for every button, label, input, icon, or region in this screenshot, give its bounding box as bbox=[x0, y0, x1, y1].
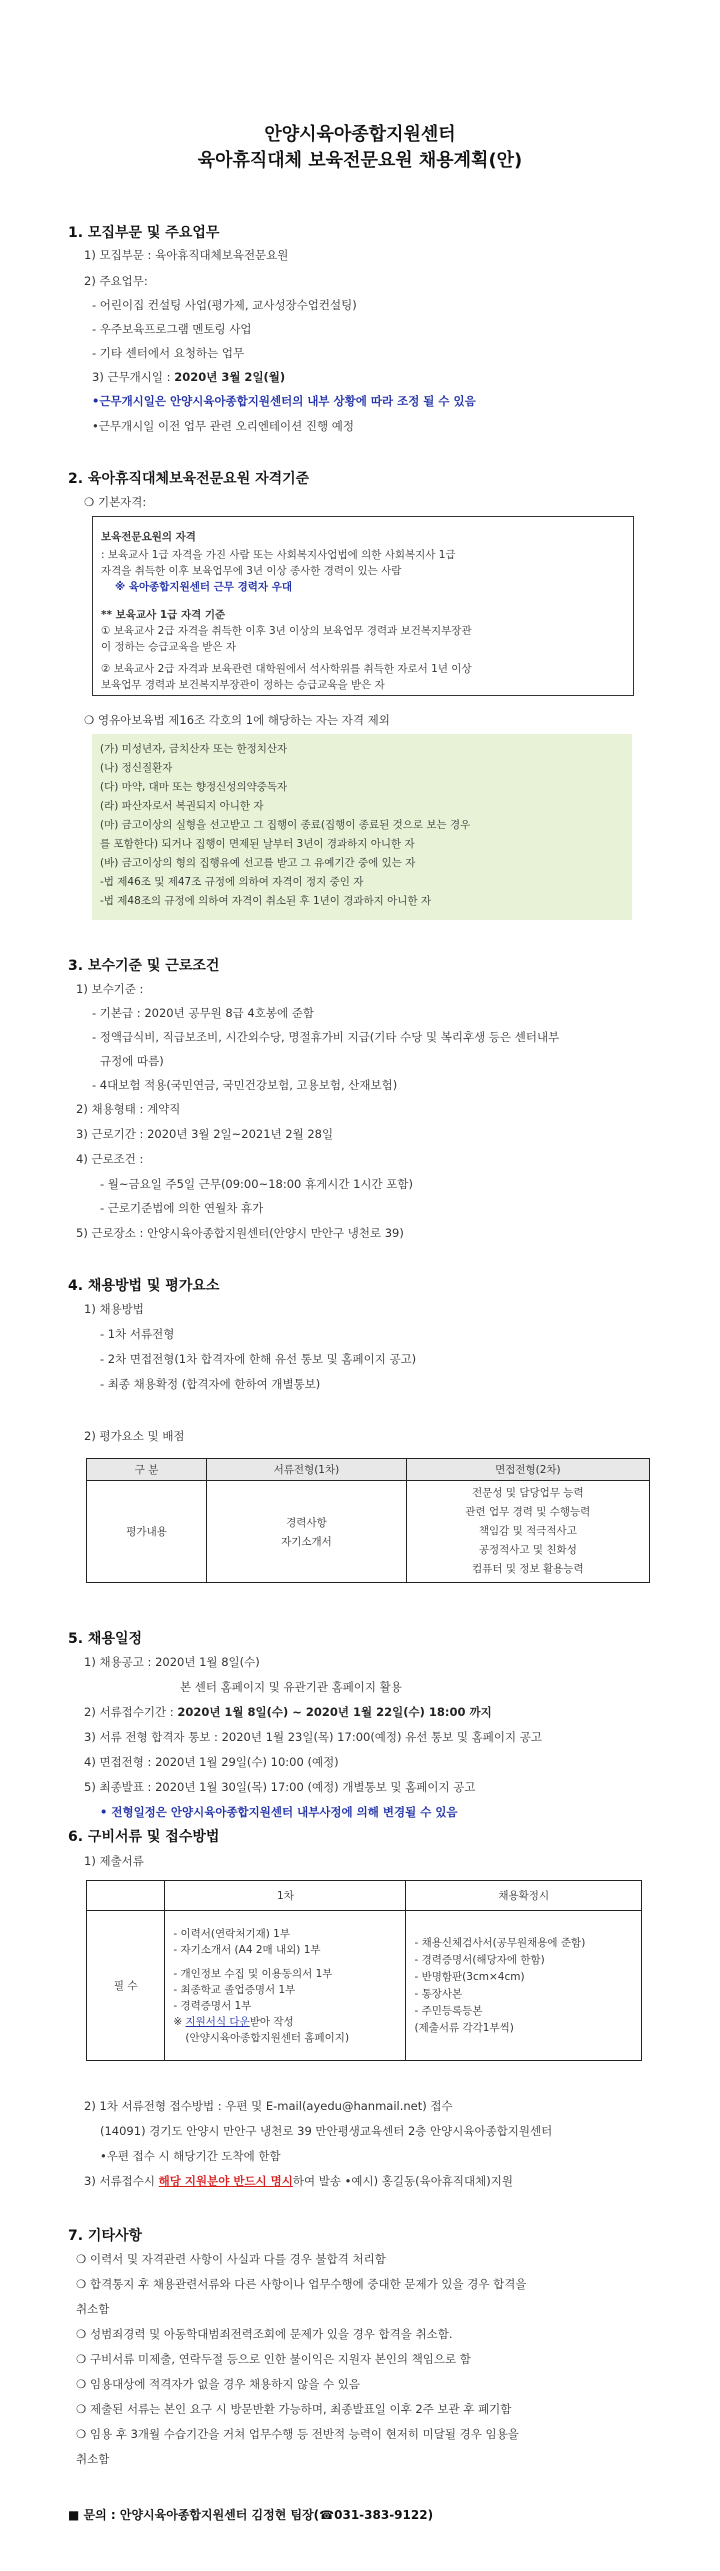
exclusion-list bbox=[92, 734, 632, 920]
s3-line: - 기본급 : 2020년 공무원 8급 4호봉에 준함 bbox=[92, 1006, 314, 1020]
s1-line: - 우주보육프로그램 멘토링 사업 bbox=[92, 322, 252, 336]
section-3-heading: 3. 보수기준 및 근로조건 bbox=[68, 958, 220, 974]
s1-line: 1) 모집부문 : 육아휴직대체보육전문요원 bbox=[84, 248, 289, 262]
table-cell-line: - 경력증명서 1부 bbox=[173, 1999, 252, 2012]
section-5-heading: 5. 채용일정 bbox=[68, 1631, 143, 1647]
s1-start-date: 3) 근무개시일 : 2020년 3월 2일(월) bbox=[92, 370, 286, 384]
table-cell-line: - 주민등록등본 bbox=[414, 2004, 483, 2017]
form-download-link[interactable]: 지원서식 다운 bbox=[185, 2015, 250, 2028]
form-download-note: ※ 지원서식 다운받아 작성 bbox=[173, 2015, 294, 2028]
table-row-label: 평가내용 bbox=[87, 1481, 207, 1583]
table-cell-line: - 자기소개서 (A4 2매 내외) 1부 bbox=[173, 1943, 321, 1956]
exclusion-item: 를 포함한다) 되거나 집행이 면제된 날부터 3년이 경과하지 아니한 자 bbox=[100, 838, 415, 850]
s6-line: 2) 1차 서류전형 접수방법 : 우편 및 E-mail(ayedu@hanmail.net) 접수 bbox=[84, 2099, 453, 2113]
table-cell-line: (안양시육아종합지원센터 홈페이지) bbox=[185, 2031, 350, 2044]
s3-line: - 근로기준법에 의한 연월차 휴가 bbox=[100, 1201, 264, 1215]
s1-note-blue: •근무개시일은 안양시육아종합지원센터의 내부 상황에 따라 조정 될 수 있음 bbox=[92, 394, 476, 408]
s5-line: 4) 면접전형 : 2020년 1월 29일(수) 10:00 (예정) bbox=[84, 1755, 339, 1769]
table-header-empty bbox=[87, 1881, 165, 1911]
s3-line: 규정에 따름) bbox=[100, 1054, 164, 1068]
s6-line: (14091) 경기도 안양시 만안구 냉천로 39 만안평생교육센터 2층 안양시육아종합지원센터 bbox=[100, 2124, 553, 2138]
table-cell-line: - 최종학교 졸업증명서 1부 bbox=[173, 1983, 296, 1996]
table-row-label: 필 수 bbox=[87, 1911, 165, 2061]
exclusion-item: -법 제48조의 규정에 의하여 자격이 취소된 후 1년이 경과하지 아니한 자 bbox=[100, 895, 432, 907]
table-cell-line: 경력사항 bbox=[286, 1516, 327, 1529]
s3-line: 4) 근로조건 : bbox=[76, 1152, 144, 1166]
table-cell-line: - 경력증명서(해당자에 한함) bbox=[414, 1953, 545, 1966]
s1-line: 2) 주요업무: bbox=[84, 274, 148, 288]
s6-line: 1) 제출서류 bbox=[84, 1854, 144, 1868]
s6-line: •우편 접수 시 해당기간 도착에 한함 bbox=[100, 2149, 281, 2163]
s3-line: 3) 근로기간 : 2020년 3월 2일~2021년 2월 28일 bbox=[76, 1127, 334, 1141]
table-cell-line: - 개인정보 수집 및 이용동의서 1부 bbox=[173, 1967, 333, 1980]
table-cell-line: 공정적사고 및 친화성 bbox=[478, 1544, 577, 1556]
exclusion-item: (나) 정신질환자 bbox=[100, 762, 173, 774]
table-cell bbox=[207, 1481, 407, 1583]
s7-item: ❍ 성범죄경력 및 아동학대범죄전력조회에 문제가 있을 경우 합격을 취소함. bbox=[76, 2327, 453, 2341]
table-header: 면접전형(2차) bbox=[406, 1459, 649, 1481]
s4-line: 2) 평가요소 및 배점 bbox=[84, 1429, 185, 1443]
qual-line: ② 보육교사 2급 자격과 보육관련 대학원에서 석사학위를 취득한 자로서 1년 이상 bbox=[101, 663, 472, 675]
s5-line: 1) 채용공고 : 2020년 1월 8일(수) bbox=[84, 1655, 260, 1669]
s2-exclusion: ❍ 영유아보육법 제16조 각호의 1에 해당하는 자는 자격 제외 bbox=[84, 713, 390, 727]
doc-title-line2: 육아휴직대체 보육전문요원 채용계획(안) bbox=[197, 150, 523, 171]
exclusion-item: (라) 파산자로서 복권되지 아니한 자 bbox=[100, 800, 264, 812]
table-cell-line: - 이력서(연락처기재) 1부 bbox=[173, 1927, 290, 1940]
doc-title-line1: 안양시육아종합지원센터 bbox=[264, 124, 456, 145]
table-cell bbox=[406, 1481, 649, 1583]
s1-line: - 어린이집 컨설팅 사업(평가제, 교사성장수업컨설팅) bbox=[92, 298, 357, 312]
s5-note-blue: • 전형일정은 안양시육아종합지원센터 내부사정에 의해 변경될 수 있음 bbox=[100, 1805, 458, 1819]
s7-item: ❍ 이력서 및 자격관련 사항이 사실과 다를 경우 불합격 처리함 bbox=[76, 2252, 386, 2266]
s3-line: 2) 채용형태 : 계약직 bbox=[76, 1102, 181, 1116]
s3-line: - 4대보험 적용(국민연금, 국민건강보험, 고용보험, 산재보험) bbox=[92, 1078, 398, 1092]
table-header: 서류전형(1차) bbox=[207, 1459, 407, 1481]
s3-line: - 월~금요일 주5일 근무(09:00~18:00 휴게시간 1시간 포함) bbox=[100, 1177, 413, 1191]
s7-item: ❍ 임용 후 3개월 수습기간을 거쳐 업무수행 등 전반적 능력이 현저히 미달될 경우 임용을 bbox=[76, 2427, 519, 2441]
table-header: 구 분 bbox=[87, 1459, 207, 1481]
exclusion-item: -법 제46조 및 제47조 규정에 의하여 자격이 정지 중인 자 bbox=[100, 876, 364, 888]
s4-line: 1) 채용방법 bbox=[84, 1302, 144, 1316]
documents-table bbox=[86, 1880, 642, 2061]
s7-item: ❍ 제출된 서류는 본인 요구 시 방문반환 가능하며, 최종발표일 이후 2주 보관 후 폐기함 bbox=[76, 2402, 512, 2416]
s5-line: 3) 서류 전형 합격자 통보 : 2020년 1월 23일(목) 17:00(예정) 유선 통보 및 홈페이지 공고 bbox=[84, 1730, 542, 1744]
s4-line: - 1차 서류전형 bbox=[100, 1327, 175, 1341]
s6-submission-note: 3) 서류접수시 해당 지원분야 반드시 명시하여 발송 •예시) 홍길동(육아휴직대체)지원 bbox=[84, 2174, 513, 2188]
table-header: 1차 bbox=[165, 1881, 406, 1911]
qual-line: 보육업무 경력과 보건복지부장관이 정하는 승급교육을 받은 자 bbox=[101, 679, 385, 691]
table-cell-line: 컴퓨터 및 정보 활용능력 bbox=[472, 1563, 584, 1575]
s3-line: 5) 근로장소 : 안양시육아종합지원센터(안양시 만안구 냉천로 39) bbox=[76, 1226, 404, 1240]
table-cell-line: 책임감 및 적극적사고 bbox=[478, 1525, 577, 1537]
evaluation-table bbox=[86, 1458, 650, 1583]
qual-line: : 보육교사 1급 자격을 가진 사람 또는 사회복지사업법에 의한 사회복지사 1급 bbox=[101, 549, 456, 561]
table-cell bbox=[165, 1911, 406, 2061]
contact-info: ■ 문의 : 안양시육아종합지원센터 김정현 팀장(☎031-383-9122) bbox=[68, 2508, 434, 2522]
table-cell-line: - 채용신체검사서(공무원채용에 준함) bbox=[414, 1936, 586, 1949]
exclusion-item: (가) 미성년자, 금치산자 또는 한정치산자 bbox=[100, 743, 288, 755]
table-cell-line: 전문성 및 담당업무 능력 bbox=[472, 1487, 584, 1499]
section-7-heading: 7. 기타사항 bbox=[68, 2228, 143, 2244]
s7-item: ❍ 합격통지 후 채용관련서류와 다른 사항이나 업무수행에 중대한 문제가 있을 경우 합격을 bbox=[76, 2277, 527, 2291]
table-cell-line: - 통장사본 bbox=[414, 1987, 463, 2000]
table-cell-line: 관련 업무 경력 및 수행능력 bbox=[465, 1506, 591, 1518]
qual-preference: ※ 육아종합지원센터 근무 경력자 우대 bbox=[115, 581, 292, 593]
s5-application-period: 2) 서류접수기간 : 2020년 1월 8일(수) ~ 2020년 1월 22일(수) 18:00 까지 bbox=[84, 1705, 492, 1719]
s1-line: - 기타 센터에서 요청하는 업무 bbox=[92, 346, 245, 360]
table-cell-line: 자기소개서 bbox=[281, 1535, 332, 1548]
table-cell-line: - 반명함판(3cm×4cm) bbox=[414, 1970, 525, 1983]
qual-line: 자격을 취득한 이후 보육업무에 3년 이상 종사한 경력이 있는 사람 bbox=[101, 565, 402, 577]
table-cell bbox=[406, 1911, 642, 2061]
exclusion-item: (마) 금고이상의 실형을 선고받고 그 집행이 종료(집행이 종료된 것으로 보는 경우 bbox=[100, 819, 471, 831]
s3-line: 1) 보수기준 : bbox=[76, 982, 144, 996]
s1-note: •근무개시일 이전 업무 관련 오리엔테이션 진행 예정 bbox=[92, 419, 355, 433]
s2-basic-qualification: ❍ 기본자격: bbox=[84, 495, 147, 509]
section-1-heading: 1. 모집부문 및 주요업무 bbox=[68, 225, 220, 241]
table-header: 채용확정시 bbox=[406, 1881, 642, 1911]
s5-line: 5) 최종발표 : 2020년 1월 30일(목) 17:00 (예정) 개별통보 및 홈페이지 공고 bbox=[84, 1780, 476, 1794]
exclusion-item: (다) 마약, 대마 또는 향정신성의약중독자 bbox=[100, 781, 288, 793]
s4-line: - 최종 채용확정 (합격자에 한하여 개별통보) bbox=[100, 1377, 321, 1391]
section-4-heading: 4. 채용방법 및 평가요소 bbox=[68, 1278, 220, 1294]
section-6-heading: 6. 구비서류 및 접수방법 bbox=[68, 1829, 220, 1845]
table-cell-line: (제출서류 각각1부씩) bbox=[414, 2021, 514, 2034]
qual-line: ① 보육교사 2급 자격을 취득한 이후 3년 이상의 보육업무 경력과 보건복지부장관 bbox=[101, 625, 472, 637]
s7-item: ❍ 임용대상에 적격자가 없을 경우 채용하지 않을 수 있음 bbox=[76, 2377, 360, 2391]
s4-line: - 2차 면접전형(1차 합격자에 한해 유선 통보 및 홈페이지 공고) bbox=[100, 1352, 417, 1366]
section-2-heading: 2. 육아휴직대체보육전문요원 자격기준 bbox=[68, 471, 310, 487]
qualification-box bbox=[92, 516, 634, 696]
s5-line: 본 센터 홈페이지 및 유관기관 홈페이지 활용 bbox=[180, 1680, 402, 1694]
qual-line: 이 정하는 승급교육을 받은 자 bbox=[101, 641, 237, 653]
exclusion-item: (바) 금고이상의 형의 집행유예 선고를 받고 그 유예기간 중에 있는 자 bbox=[100, 857, 416, 869]
table-cell-spacer bbox=[173, 1958, 405, 1966]
qual-subtitle: ** 보육교사 1급 자격 기준 bbox=[101, 609, 226, 621]
s3-line: - 정액급식비, 직급보조비, 시간외수당, 명절휴가비 지급(기타 수당 및 복리후생 등은 센터내부 bbox=[92, 1030, 560, 1044]
s7-item: 취소함 bbox=[76, 2452, 110, 2466]
s7-item: ❍ 구비서류 미제출, 연락두절 등으로 인한 불이익은 지원자 본인의 책임으로 함 bbox=[76, 2352, 471, 2366]
s7-item: 취소함 bbox=[76, 2302, 110, 2316]
qual-title: 보육전문요원의 자격 bbox=[101, 531, 196, 543]
